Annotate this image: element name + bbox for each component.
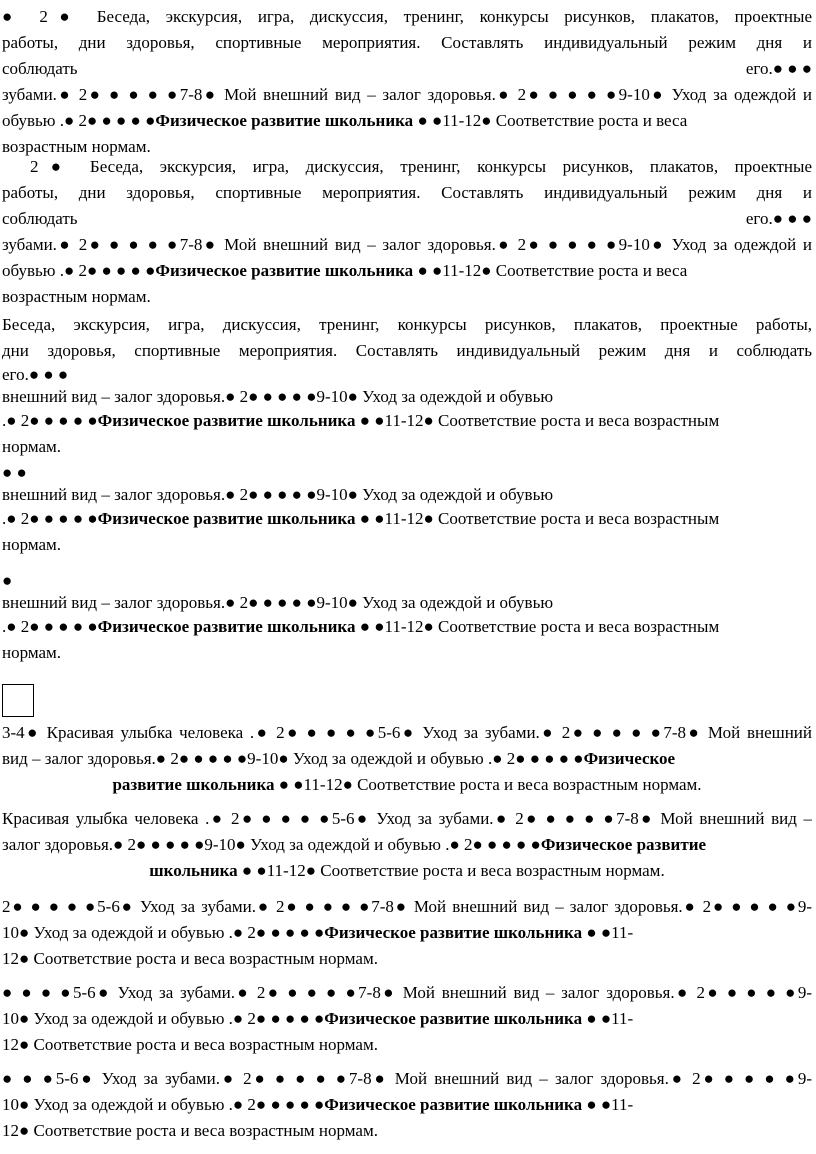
paragraph-5 (2, 570, 812, 666)
text-fragment: ● ●11-12● Соответствие роста и веса возрастным (355, 411, 720, 430)
bold-heading: Физическое развитие школьника (324, 1095, 583, 1114)
bold-heading: Физическое развитие школьника (97, 617, 356, 636)
text-fragment: залог здоровья.● 2● ● ● ● ●9-10● Уход за одеждой и обувью .● 2● ● ● ● ● (2, 835, 541, 854)
text-line (2, 746, 812, 772)
text-fragment: соблюдать (2, 209, 78, 228)
paragraph-3 (2, 312, 812, 460)
text-line: ● ● ● ●5-6● Уход за зубами.● 2● ● ● ● ●7-8● Мой внешний вид – залог здоровья.● 2● ● ● ● ●9- (2, 983, 812, 1002)
paragraph-7 (2, 806, 812, 884)
text-line (2, 1092, 812, 1118)
text-line: работы, дни здоровья, спортивные мероприятия. Составлять индивидуальный режим дня и (2, 33, 812, 52)
text-line: возрастным нормам. (2, 137, 151, 156)
text-fragment: ● ●11-12● Соответствие роста и веса (413, 111, 688, 130)
bold-heading: Физическое (583, 749, 676, 768)
paragraph-9 (2, 980, 812, 1058)
text-line (2, 108, 812, 134)
text-line (2, 206, 812, 232)
text-line (2, 920, 812, 946)
text-fragment: .● 2● ● ● ● ● (2, 411, 98, 430)
text-line: 2● Беседа, экскурсия, игра, дискуссия, тренинг, конкурсы рисунков, плакатов, проектные (30, 157, 812, 176)
text-line (2, 56, 812, 82)
text-fragment: 10● Уход за одеждой и обувью .● 2● ● ● ● ● (2, 1095, 325, 1114)
empty-checkbox-frame (2, 684, 34, 717)
text-fragment: вид – залог здоровья.● 2● ● ● ● ●9-10● Уход за одеждой и обувью .● 2● ● ● ● ● (2, 749, 584, 768)
text-fragment: .● 2● ● ● ● ● (2, 617, 98, 636)
text-line: Красивая улыбка человека .● 2● ● ● ● ●5-6● Уход за зубами.● 2● ● ● ● ●7-8● Мой внешний вид – (2, 809, 812, 828)
text-fragment: 10● Уход за одеждой и обувью .● 2● ● ● ● ● (2, 1009, 325, 1028)
text-line: зубами.● 2● ● ● ● ●7-8● Мой внешний вид – залог здоровья.● 2● ● ● ● ●9-10● Уход за одеждой и (2, 235, 812, 254)
text-line: 12● Соответствие роста и веса возрастным нормам. (2, 1035, 378, 1054)
paragraph-1 (2, 4, 812, 160)
text-line: ● ● (2, 463, 27, 482)
bold-heading: Физическое развитие школьника (155, 261, 414, 280)
bold-heading: Физическое развитие (540, 835, 707, 854)
text-line (2, 1006, 812, 1032)
bold-heading: Физическое развитие школьника (155, 111, 414, 130)
text-line: работы, дни здоровья, спортивные мероприятия. Составлять индивидуальный режим дня и (2, 183, 812, 202)
paragraph-4 (2, 462, 812, 558)
bold-heading: Физическое развитие школьника (324, 1009, 583, 1028)
text-line: возрастным нормам. (2, 287, 151, 306)
text-fragment: ● ●11-12● Соответствие роста и веса возрастным (355, 509, 720, 528)
text-line: внешний вид – залог здоровья.● 2● ● ● ● ●9-10● Уход за одеждой и обувью (2, 593, 554, 612)
text-fragment: ● ●11- (582, 1095, 634, 1114)
bold-heading: школьника (149, 861, 238, 880)
paragraph-6 (2, 720, 812, 798)
text-fragment: ● ●11- (582, 1009, 634, 1028)
text-line: нормам. (2, 643, 62, 662)
text-line: внешний вид – залог здоровья.● 2● ● ● ● ●9-10● Уход за одеждой и обувью (2, 387, 554, 406)
text-fragment: ● ●11-12● Соответствие роста и веса возрастным (355, 617, 720, 636)
text-line (2, 506, 812, 532)
text-line: его.● ● ● (2, 365, 69, 384)
paragraph-10 (2, 1066, 812, 1144)
text-fragment: его.● ● ● (745, 59, 812, 78)
text-line: 12● Соответствие роста и веса возрастным нормам. (2, 1121, 378, 1140)
text-line (2, 258, 812, 284)
text-fragment: его.● ● ● (745, 209, 812, 228)
text-line: внешний вид – залог здоровья.● 2● ● ● ● ●9-10● Уход за одеждой и обувью (2, 485, 554, 504)
text-fragment: .● 2● ● ● ● ● (2, 509, 98, 528)
text-fragment: ● ●11- (582, 923, 634, 942)
text-line: зубами.● 2● ● ● ● ●7-8● Мой внешний вид – залог здоровья.● 2● ● ● ● ●9-10● Уход за одеждой и (2, 85, 812, 104)
bold-heading: Физическое развитие школьника (97, 509, 356, 528)
text-fragment: соблюдать (2, 59, 78, 78)
text-line: 2● ● ● ● ●5-6● Уход за зубами.● 2● ● ● ● ●7-8● Мой внешний вид – залог здоровья.● 2● ● ● ● ●9- (2, 897, 812, 916)
paragraph-2 (2, 154, 812, 310)
text-line (2, 772, 812, 798)
bold-heading: развитие школьника (112, 775, 275, 794)
bold-heading: Физическое развитие школьника (97, 411, 356, 430)
paragraph-8 (2, 894, 812, 972)
bold-heading: Физическое развитие школьника (324, 923, 583, 942)
text-fragment: ● ●11-12● Соответствие роста и веса (413, 261, 688, 280)
text-line (2, 832, 812, 858)
text-line: ● (2, 571, 13, 590)
text-fragment: 10● Уход за одеждой и обувью .● 2● ● ● ● ● (2, 923, 325, 942)
text-line (2, 614, 812, 640)
text-fragment: ● ●11-12● Соответствие роста и веса возрастным нормам. (274, 775, 702, 794)
text-line: нормам. (2, 535, 62, 554)
text-fragment: ● ●11-12● Соответствие роста и веса возрастным нормам. (237, 861, 665, 880)
text-line: нормам. (2, 437, 62, 456)
text-line: ● 2● Беседа, экскурсия, игра, дискуссия, тренинг, конкурсы рисунков, плакатов, проектные (2, 7, 812, 26)
text-line (2, 408, 812, 434)
text-line (2, 858, 812, 884)
text-fragment: обувью .● 2● ● ● ● ● (2, 261, 156, 280)
text-line: Беседа, экскурсия, игра, дискуссия, тренинг, конкурсы рисунков, плакатов, проектные работы, (2, 315, 812, 334)
text-line: 12● Соответствие роста и веса возрастным нормам. (2, 949, 378, 968)
text-line: дни здоровья, спортивные мероприятия. Составлять индивидуальный режим дня и соблюдать (2, 341, 812, 360)
text-line: 3-4● Красивая улыбка человека .● 2● ● ● ● ●5-6● Уход за зубами.● 2● ● ● ● ●7-8● Мой внешний (2, 723, 812, 742)
text-line: ● ● ●5-6● Уход за зубами.● 2● ● ● ● ●7-8● Мой внешний вид – залог здоровья.● 2● ● ● ● ●9- (2, 1069, 812, 1088)
text-fragment: обувью .● 2● ● ● ● ● (2, 111, 156, 130)
